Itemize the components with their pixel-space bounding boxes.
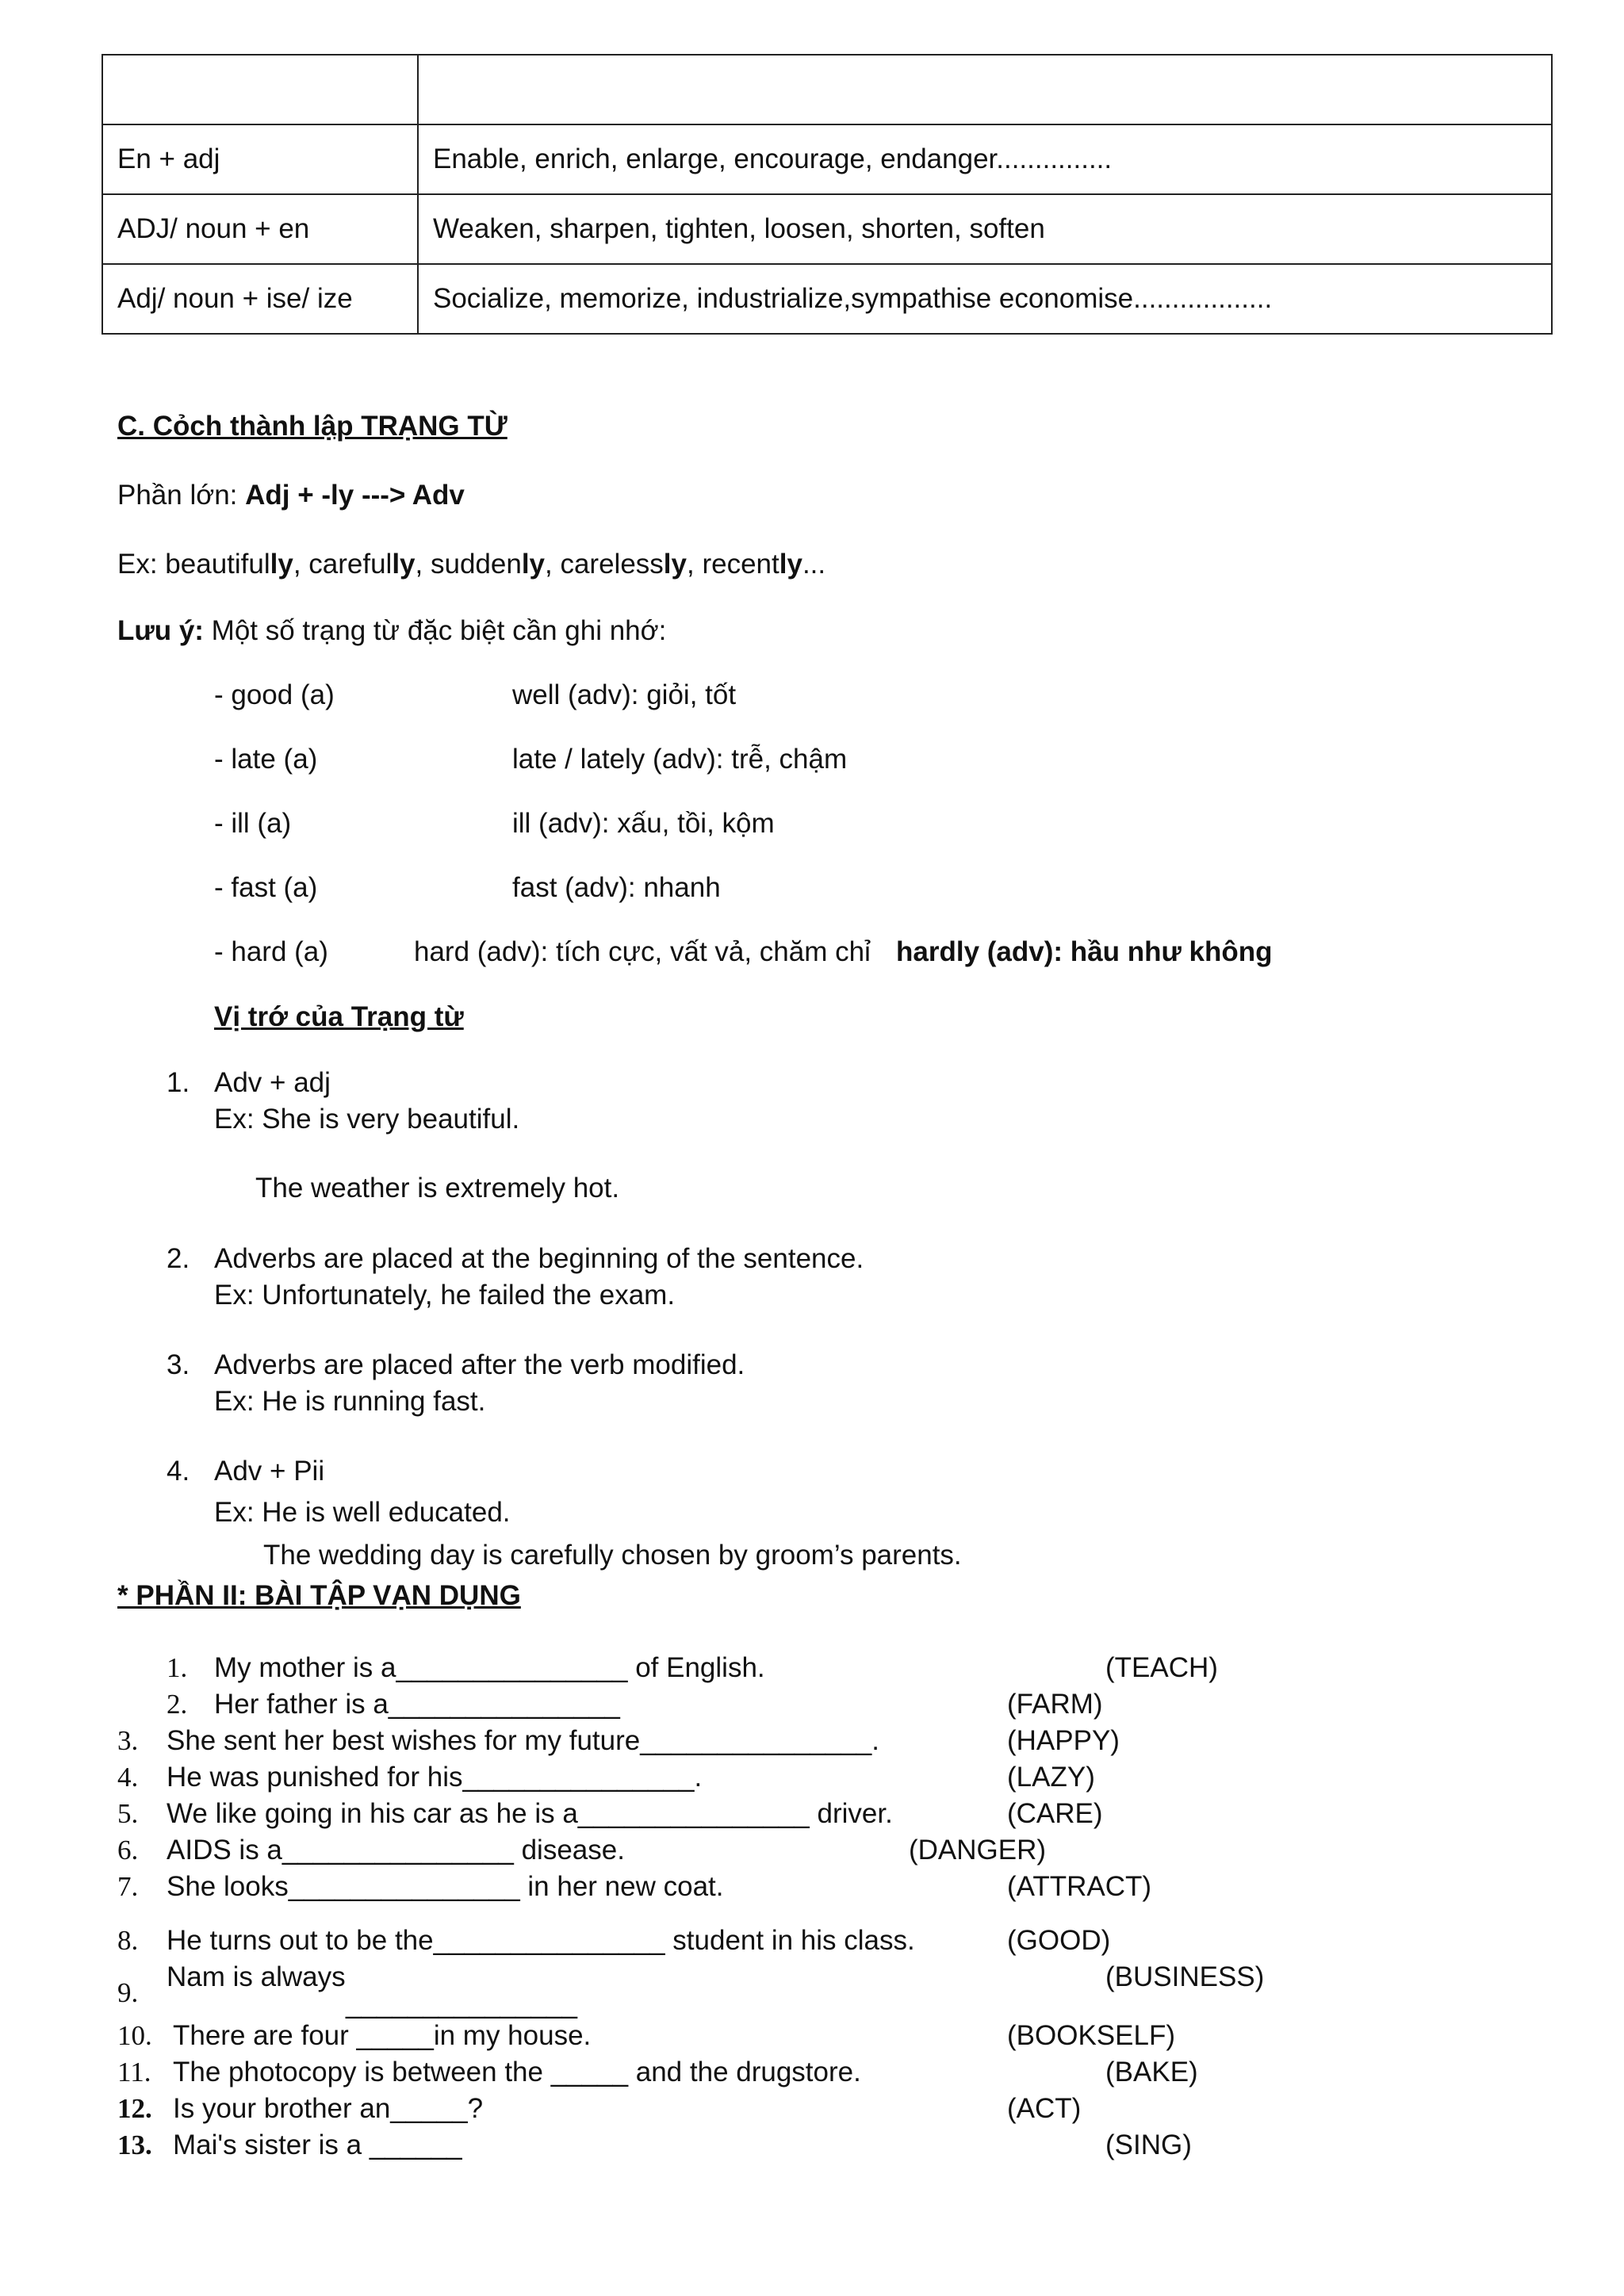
special-adj: - fast (a) bbox=[214, 872, 318, 903]
position-rule: Adverbs are placed at the beginning of the sentence. bbox=[214, 1243, 864, 1274]
example-text: ... bbox=[802, 549, 826, 580]
table-cell-examples: Socialize, memorize, industrialize,sympathise economise.................. bbox=[418, 264, 1552, 334]
special-adv: hard (adv): tích cực, vất vả, chăm chỉ bbox=[414, 936, 871, 967]
exercise-blank: _______________ bbox=[346, 1988, 577, 2019]
exercise-hint: (TEACH) bbox=[1105, 1652, 1218, 1683]
exercise-number: 7. bbox=[117, 1871, 139, 1902]
table-row bbox=[102, 55, 1552, 124]
exercise-hint: (FARM) bbox=[1007, 1689, 1103, 1720]
exercise-hint: (BAKE) bbox=[1105, 2057, 1198, 2087]
exercise-hint: (CARE) bbox=[1007, 1798, 1103, 1829]
exercise-hint: (GOOD) bbox=[1007, 1925, 1111, 1956]
exercise-hint: (ATTRACT) bbox=[1007, 1871, 1152, 1902]
example-suffix: ly bbox=[663, 549, 687, 580]
special-adj: - hard (a) bbox=[214, 936, 328, 967]
exercise-text: Is your brother an_____? bbox=[173, 2093, 484, 2124]
exercise-number: 8. bbox=[117, 1925, 139, 1956]
exercise-hint: (ACT) bbox=[1007, 2093, 1082, 2124]
note-line bbox=[117, 617, 666, 645]
exercise-number: 10. bbox=[117, 2020, 152, 2051]
exercise-hint: (HAPPY) bbox=[1007, 1725, 1120, 1756]
example-text: , recent bbox=[687, 549, 779, 580]
example-suffix: ly bbox=[779, 549, 802, 580]
exercise-text: There are four _____in my house. bbox=[173, 2020, 592, 2051]
exercise-number: 1. bbox=[167, 1652, 188, 1683]
exercise-text: He was punished for his_______________. bbox=[167, 1762, 703, 1793]
example-text: , careless bbox=[545, 549, 664, 580]
table-cell-examples bbox=[418, 55, 1552, 124]
position-rule: Adv + Pii bbox=[214, 1456, 325, 1487]
exercise-hint: (SING) bbox=[1105, 2130, 1192, 2160]
exercise-text: She looks_______________ in her new coat. bbox=[167, 1871, 724, 1902]
special-adv: well (adv): giỏi, tốt bbox=[512, 679, 737, 710]
exercise-hint: (BUSINESS) bbox=[1105, 1961, 1265, 1992]
example-suffix: ly bbox=[270, 549, 293, 580]
exercise-text: Her father is a_______________ bbox=[214, 1689, 620, 1720]
table-row bbox=[102, 264, 1552, 334]
exercise-text: She sent her best wishes for my future_______________. bbox=[167, 1725, 879, 1756]
example-text: Ex: beautiful bbox=[117, 549, 270, 580]
exercise-number: 9. bbox=[117, 1977, 139, 2008]
special-adj: - late (a) bbox=[214, 744, 318, 775]
position-example: Ex: He is well educated. bbox=[214, 1497, 511, 1528]
table-cell-examples: Enable, enrich, enlarge, encourage, endanger............... bbox=[418, 124, 1552, 194]
rule-prefix: Phần lớn: bbox=[117, 480, 246, 511]
special-adj: - good (a) bbox=[214, 679, 335, 710]
position-title: Vị trớ của Trạng từ bbox=[214, 1001, 464, 1032]
exercise-number: 5. bbox=[117, 1798, 139, 1829]
exercise-hint: (BOOKSELF) bbox=[1007, 2020, 1175, 2051]
list-number: 1. bbox=[167, 1067, 190, 1098]
position-rule: Adverbs are placed after the verb modified. bbox=[214, 1349, 745, 1380]
list-number: 3. bbox=[167, 1349, 190, 1380]
exercise-number: 4. bbox=[117, 1762, 139, 1793]
exercise-text: The photocopy is between the _____ and the drugstore. bbox=[173, 2057, 861, 2087]
exercise-number: 3. bbox=[117, 1725, 139, 1756]
word-formation-table bbox=[102, 54, 1553, 335]
example-text: , careful bbox=[293, 549, 393, 580]
exercise-hint: (LAZY) bbox=[1007, 1762, 1095, 1793]
exercise-text: My mother is a_______________ of English. bbox=[214, 1652, 765, 1683]
exercise-number: 13. bbox=[117, 2130, 152, 2160]
rule-formula: Adj + -ly ---> Adv bbox=[245, 480, 465, 511]
special-adv: fast (adv): nhanh bbox=[512, 872, 721, 903]
position-example: Ex: She is very beautiful. bbox=[214, 1104, 520, 1135]
note-text: Một số trạng từ đặc biệt cần ghi nhớ: bbox=[203, 615, 667, 646]
example-line bbox=[117, 550, 825, 578]
table-cell-pattern: En + adj bbox=[102, 124, 418, 194]
table-row bbox=[102, 194, 1552, 264]
exercise-text: Mai's sister is a ______ bbox=[173, 2130, 462, 2160]
example-text: , sudden bbox=[415, 549, 522, 580]
special-adv: late / lately (adv): trễ, chậm bbox=[512, 744, 848, 775]
position-example: Ex: He is running fast. bbox=[214, 1386, 486, 1417]
special-adv-extra: hardly (adv): hầu như không bbox=[896, 936, 1273, 967]
position-example: The wedding day is carefully chosen by groom’s parents. bbox=[263, 1540, 962, 1571]
exercise-number: 11. bbox=[117, 2057, 151, 2087]
section-c-title: C. Cỏch thành lập TRẠNG TỪ bbox=[117, 411, 508, 442]
table-cell-pattern: ADJ/ noun + en bbox=[102, 194, 418, 264]
example-suffix: ly bbox=[521, 549, 546, 580]
exercise-text: AIDS is a_______________ disease. bbox=[167, 1835, 625, 1866]
exercise-hint: (DANGER) bbox=[909, 1835, 1047, 1866]
part2-title: * PHẦN II: BÀI TẬP VẠN DỤNG bbox=[117, 1580, 521, 1611]
table-row bbox=[102, 124, 1552, 194]
rule-line bbox=[117, 481, 465, 509]
example-suffix: ly bbox=[392, 549, 416, 580]
position-rule: Adv + adj bbox=[214, 1067, 331, 1098]
exercise-text: He turns out to be the_______________ student in his class. bbox=[167, 1925, 915, 1956]
note-label: Lưu ý: bbox=[117, 615, 204, 646]
special-adv: ill (adv): xấu, tồi, kộm bbox=[512, 808, 775, 839]
exercise-number: 6. bbox=[117, 1835, 139, 1866]
position-example: The weather is extremely hot. bbox=[255, 1173, 620, 1203]
list-number: 2. bbox=[167, 1243, 190, 1274]
exercise-number: 2. bbox=[167, 1689, 188, 1720]
table-cell-pattern bbox=[102, 55, 418, 124]
position-example: Ex: Unfortunately, he failed the exam. bbox=[214, 1280, 676, 1311]
exercise-text: Nam is always bbox=[167, 1961, 346, 1992]
table-cell-pattern: Adj/ noun + ise/ ize bbox=[102, 264, 418, 334]
special-adj: - ill (a) bbox=[214, 808, 292, 839]
exercise-text: We like going in his car as he is a_______________ driver. bbox=[167, 1798, 893, 1829]
table-cell-examples: Weaken, sharpen, tighten, loosen, shorten, soften bbox=[418, 194, 1552, 264]
exercise-number: 12. bbox=[117, 2093, 152, 2124]
list-number: 4. bbox=[167, 1456, 190, 1487]
